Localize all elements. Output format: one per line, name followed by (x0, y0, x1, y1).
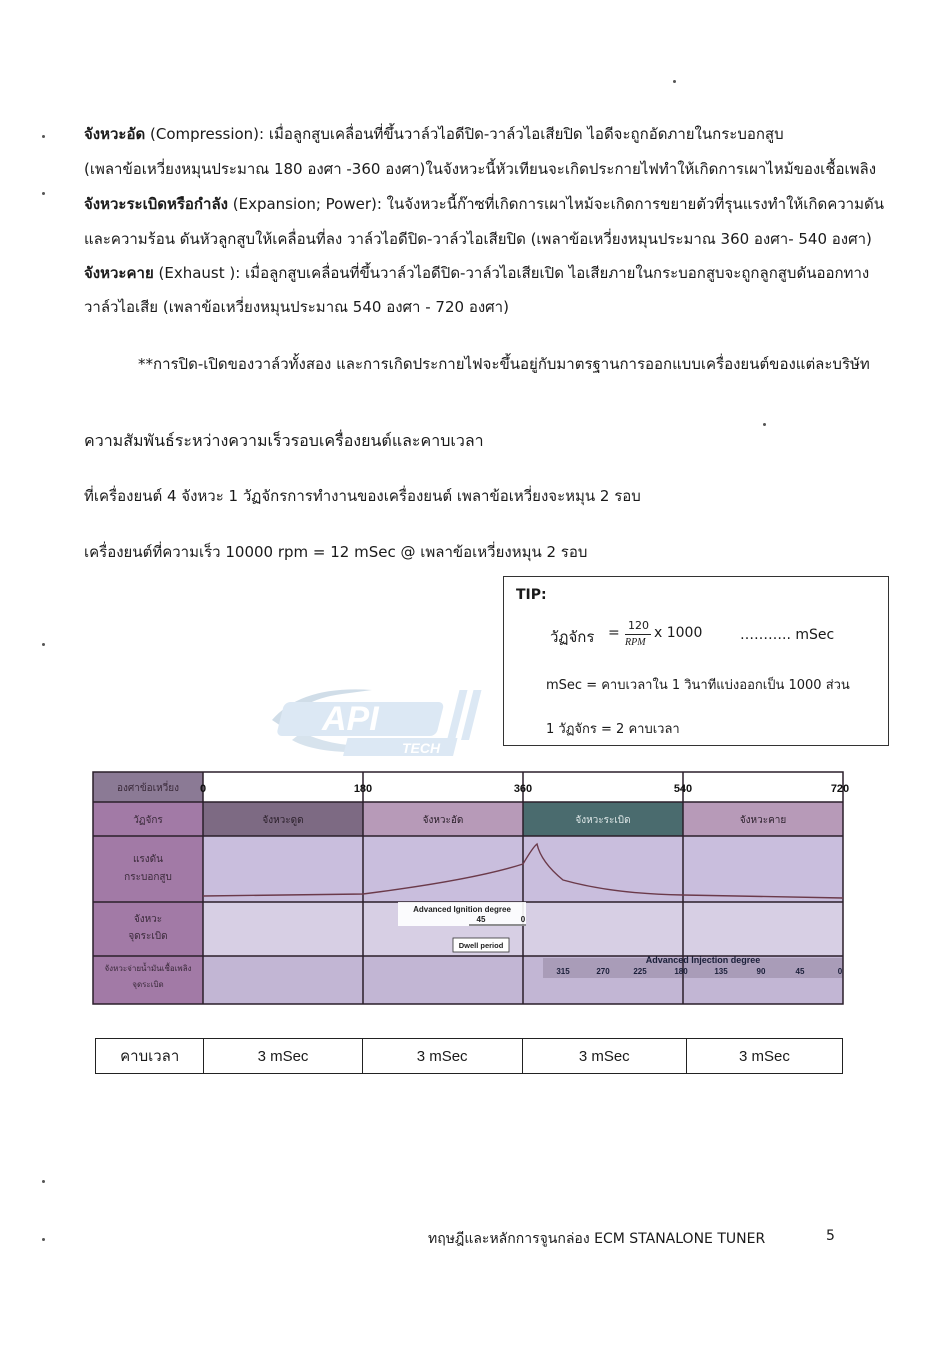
ignition-tick-0: 0 (520, 915, 526, 924)
stroke-label-compression: จังหวะอัด (422, 815, 464, 826)
power-text-1: (Expansion; Power): ในจังหวะนี้ก๊าซที่เกิดการเผาไหม้จะเกิดการขยายตัวที่รุนแรงทำให้เกิดความดัน (227, 195, 884, 213)
angle-tick-180: 180 (353, 783, 373, 795)
ignition-tick-45: 45 (476, 915, 486, 924)
compression-term: จังหวะอัด (84, 125, 146, 143)
angle-tick-540: 540 (673, 783, 693, 795)
injection-tick-270: 270 (596, 967, 610, 976)
injection-tick-315: 315 (556, 967, 570, 976)
stroke-label-power: จังหวะระเบิด (575, 815, 631, 826)
tip-fraction-bar (625, 634, 651, 635)
row-label-ignition-2: จุดระเบิด (128, 931, 168, 942)
label-column-bg (93, 802, 203, 1004)
logo-main-text: API (322, 700, 379, 738)
power-text-2: และความร้อน ดันหัวลูกสูบให้เคลื่อนที่ลง วาล์วไอดีปิด-วาล์วไอเสียปิด (เพลาข้อเหวี่ยงหมุนประมาณ 360 องศา- 540 องศา) (84, 230, 872, 248)
compression-text-1: (Compression): เมื่อลูกสูบเคลื่อนที่ขึ้นวาล์วไอดีปิด-วาล์วไอเสียปิด ไอดีจะถูกอัดภายในกระบอกสูบ (145, 125, 784, 143)
angle-tick-360: 360 (513, 783, 533, 795)
row-label-injection-1: จังหวะจ่ายน้ำมันเชื้อเพลิง (104, 964, 192, 973)
tip-cycle-definition: 1 วัฏจักร = 2 คาบเวลา (546, 722, 680, 737)
tip-msec-definition: mSec = คาบเวลาใน 1 วินาทีแบ่งออกเป็น 1000 ส่วน (546, 678, 850, 693)
valve-note: **การปิด-เปิดของวาล์วทั้งสอง และการเกิดประกายไฟจะขึ้นอยู่กับมาตรฐานการออกแบบเครื่องยนต์ของแต่ละบริษัท (138, 355, 870, 373)
power-paragraph (84, 195, 884, 213)
logo-sub-text: TECH (402, 740, 441, 756)
time-period-cell: 3 mSec (204, 1039, 362, 1074)
scan-speck (42, 643, 45, 646)
injection-tick-180: 180 (674, 967, 688, 976)
exhaust-text-2: วาล์วไอเสีย (เพลาข้อเหวี่ยงหมุนประมาณ 540 องศา - 720 องศา) (84, 298, 509, 316)
exhaust-paragraph (84, 264, 869, 282)
time-period-cell: 3 mSec (522, 1039, 686, 1074)
time-period-cell: 3 mSec (686, 1039, 842, 1074)
injection-degree-label: Advanced Injection degree (645, 955, 761, 965)
row-label-cycle: วัฏจักร (133, 815, 163, 826)
page-number: 5 (826, 1228, 835, 1244)
ignition-degree-label: Advanced Ignition degree (413, 905, 511, 914)
tip-cycle-word: วัฏจักร (550, 628, 595, 646)
scan-speck (673, 80, 676, 83)
exhaust-text-1: (Exhaust ): เมื่อลูกสูบเคลื่อนที่ขึ้นวาล์วไอดีปิด-วาล์วไอเสียเปิด ไอเสียภายในกระบอกสูบจะถูกลูกสูบดันออกทาง (153, 264, 870, 282)
row-label-injection-2: จุดระเบิด (132, 980, 164, 989)
tip-denominator: RPM (625, 637, 646, 648)
footer-title: ทฤษฎีและหลักการจูนกล่อง ECM STANALONE TUNER (428, 1231, 766, 1247)
angle-tick-720: 720 (830, 783, 850, 795)
dwell-period-label: Dwell period (458, 941, 504, 950)
time-period-header: คาบเวลา (96, 1039, 204, 1074)
power-term: จังหวะระเบิดหรือกำลัง (84, 195, 228, 213)
injection-tick-90: 90 (756, 967, 766, 976)
row-label-ignition-1: จังหวะ (133, 914, 163, 925)
scan-speck (42, 192, 45, 195)
injection-tick-45: 45 (795, 967, 805, 976)
tip-numerator: 120 (628, 619, 649, 632)
four-stroke-diagram (93, 772, 850, 1004)
row-label-pressure-1: แรงดัน (132, 854, 164, 865)
row-label-pressure-2: กระบอกสูบ (124, 872, 172, 883)
stroke-label-exhaust: จังหวะคาย (739, 815, 787, 826)
cycle-statement: ที่เครื่องยนต์ 4 จังหวะ 1 วัฏจักรการทำงานของเครื่องยนต์ เพลาข้อเหวี่ยงจะหมุน 2 รอบ (84, 487, 641, 505)
angle-tick-0: 0 (199, 783, 207, 795)
scan-speck (42, 1238, 45, 1241)
tip-times: x 1000 (654, 625, 703, 641)
tip-box (503, 576, 889, 746)
api-tech-logo (262, 680, 502, 760)
time-period-table (95, 1038, 843, 1074)
injection-tick-135: 135 (714, 967, 728, 976)
tip-equals: = (608, 625, 620, 641)
scan-speck (42, 135, 45, 138)
section-heading: ความสัมพันธ์ระหว่างความเร็วรอบเครื่องยนต์และคาบเวลา (84, 431, 484, 450)
exhaust-term: จังหวะคาย (84, 264, 154, 282)
tip-title: TIP: (516, 587, 547, 603)
scan-speck (42, 1180, 45, 1183)
compression-paragraph (84, 125, 784, 143)
stroke-label-intake: จังหวะดูด (262, 815, 304, 826)
table-row (96, 1039, 843, 1074)
time-period-cell: 3 mSec (362, 1039, 522, 1074)
tip-dots-unit: ……….. mSec (740, 627, 835, 643)
injection-tick-225: 225 (633, 967, 647, 976)
compression-text-2: (เพลาข้อเหวี่ยงหมุนประมาณ 180 องศา -360 องศา)ในจังหวะนี้หัวเทียนจะเกิดประกายไฟทำให้เกิดการเผาไหม้ของเชื้อเพลิง (84, 160, 877, 178)
rpm-statement: เครื่องยนต์ที่ความเร็ว 10000 rpm = 12 mSec @ เพลาข้อเหวี่ยงหมุน 2 รอบ (84, 543, 588, 561)
row-label-crank-angle: องศาข้อเหวี่ยง (116, 783, 180, 794)
injection-tick-0: 0 (837, 967, 843, 976)
scan-speck (763, 423, 766, 426)
